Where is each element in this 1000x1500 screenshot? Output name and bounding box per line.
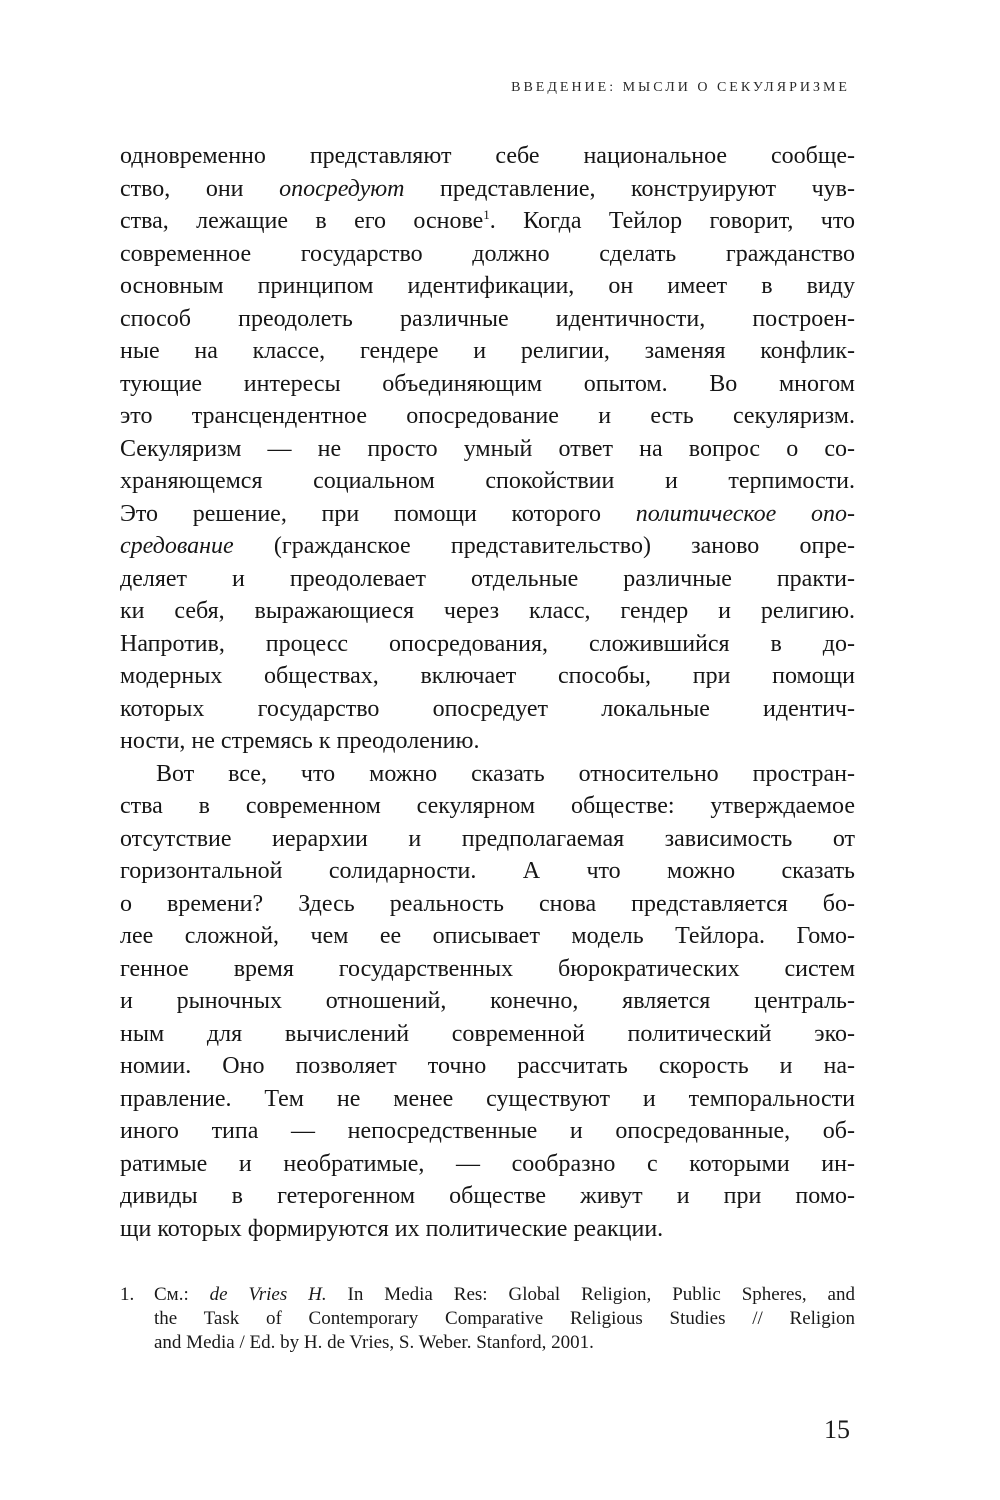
text-line: современное государство должно сделать гражданство [120, 240, 855, 267]
footnote-ref[interactable]: 1 [483, 207, 490, 222]
text-line: храняющемся социальном спокойствии и терпимости. [120, 468, 855, 494]
footnote [120, 1283, 855, 1355]
text-line: отсутствие иерархии и предполагаемая зависимость от [120, 825, 855, 852]
text-line: модерных обществах, включает способы, при помощи [120, 663, 855, 689]
text-line: это трансцендентное опосредование и есть секуляризм. [120, 403, 855, 429]
text-line: Вот все, что можно сказать относительно простран- [156, 760, 855, 787]
text-span: (гражданское представительство) заново опре- [233, 533, 855, 559]
text-line: деляет и преодолевает отдельные различные практи- [120, 565, 855, 592]
text-line: номии. Оно позволяет точно рассчитать скорость и на- [120, 1053, 855, 1079]
text-line: лее сложной, чем ее описывает модель Тейлора. Гомо- [120, 923, 855, 949]
text-line: ки себя, выражающиеся через класс, гендер и религию. [120, 598, 855, 624]
text-span: См.: [154, 1284, 210, 1305]
text-line [120, 173, 855, 206]
emphasis: политическое опо- [635, 500, 855, 527]
text-line: ным для вычислений современной политический эко- [120, 1020, 855, 1047]
text-line: одновременно представляют себе национальное сообще- [120, 143, 855, 169]
text-line: способ преодолеть различные идентичности, построен- [120, 305, 855, 332]
text-line: ратимые и необратимые, — сообразно с которыми ин- [120, 1150, 855, 1177]
page-number: 15 [824, 1415, 850, 1444]
footnote-line: the Task of Contemporary Comparative Religious Studies // Religion [154, 1308, 855, 1329]
text-line: о времени? Здесь реальность снова представляется бо- [120, 890, 855, 917]
text-line: правление. Тем не менее существуют и темпоральности [120, 1085, 855, 1112]
text-span: представление, конструируют чув- [404, 175, 856, 202]
footnote-body [154, 1283, 855, 1355]
footnote-line: and Media / Ed. by H. de Vries, S. Weber. Stanford, 2001. [154, 1332, 594, 1353]
emphasis: средование [120, 533, 234, 559]
text-span: . Когда Тейлор говорит, что [489, 208, 855, 234]
text-line: ные на классе, гендере и религии, заменяя конфлик- [120, 338, 855, 364]
text-line [120, 205, 855, 238]
running-header: ВВЕДЕНИЕ: МЫСЛИ О СЕКУЛЯРИЗМЕ [511, 80, 850, 95]
text-line: Напротив, процесс опосредования, сложившийся в до- [120, 630, 855, 657]
text-line [120, 498, 855, 531]
text-span: ства, лежащие в его основе [120, 208, 484, 234]
footnote-line [154, 1283, 855, 1307]
text-line: горизонтальной солидарности. А что можно сказать [120, 858, 855, 884]
text-line [120, 530, 855, 563]
text-line: дивиды в гетерогенном обществе живут и при помо- [120, 1183, 855, 1209]
text-line: основным принципом идентификации, он имеет в виду [120, 273, 855, 299]
text-line: ности, не стремясь к преодолению. [120, 728, 480, 754]
text-line: генное время государственных бюрократических систем [120, 955, 855, 982]
main-text [120, 140, 855, 1245]
text-line: Секуляризм — не просто умный ответ на вопрос о со- [120, 435, 855, 462]
text-span: In Media Res: Global Religion, Public Spheres, and [326, 1284, 855, 1305]
text-span: Это решение, при помощи которого [120, 500, 636, 527]
paragraph-2 [120, 758, 855, 1246]
footnote-number: 1. [120, 1284, 135, 1305]
text-line: иного типа — непосредственные и опосредованные, об- [120, 1118, 855, 1144]
text-line: тующие интересы объединяющим опытом. Во многом [120, 370, 855, 397]
text-span: ство, они [120, 175, 280, 202]
text-line: щи которых формируются их политические реакции. [120, 1215, 664, 1242]
footnote-author: de Vries H. [209, 1284, 327, 1305]
text-line: ства в современном секулярном обществе: утверждаемое [120, 793, 855, 819]
emphasis: опосредуют [279, 175, 405, 202]
paragraph-1 [120, 140, 855, 758]
text-line: которых государство опосредует локальные идентич- [120, 695, 855, 722]
text-line: и рыночных отношений, конечно, является централь- [120, 988, 855, 1014]
